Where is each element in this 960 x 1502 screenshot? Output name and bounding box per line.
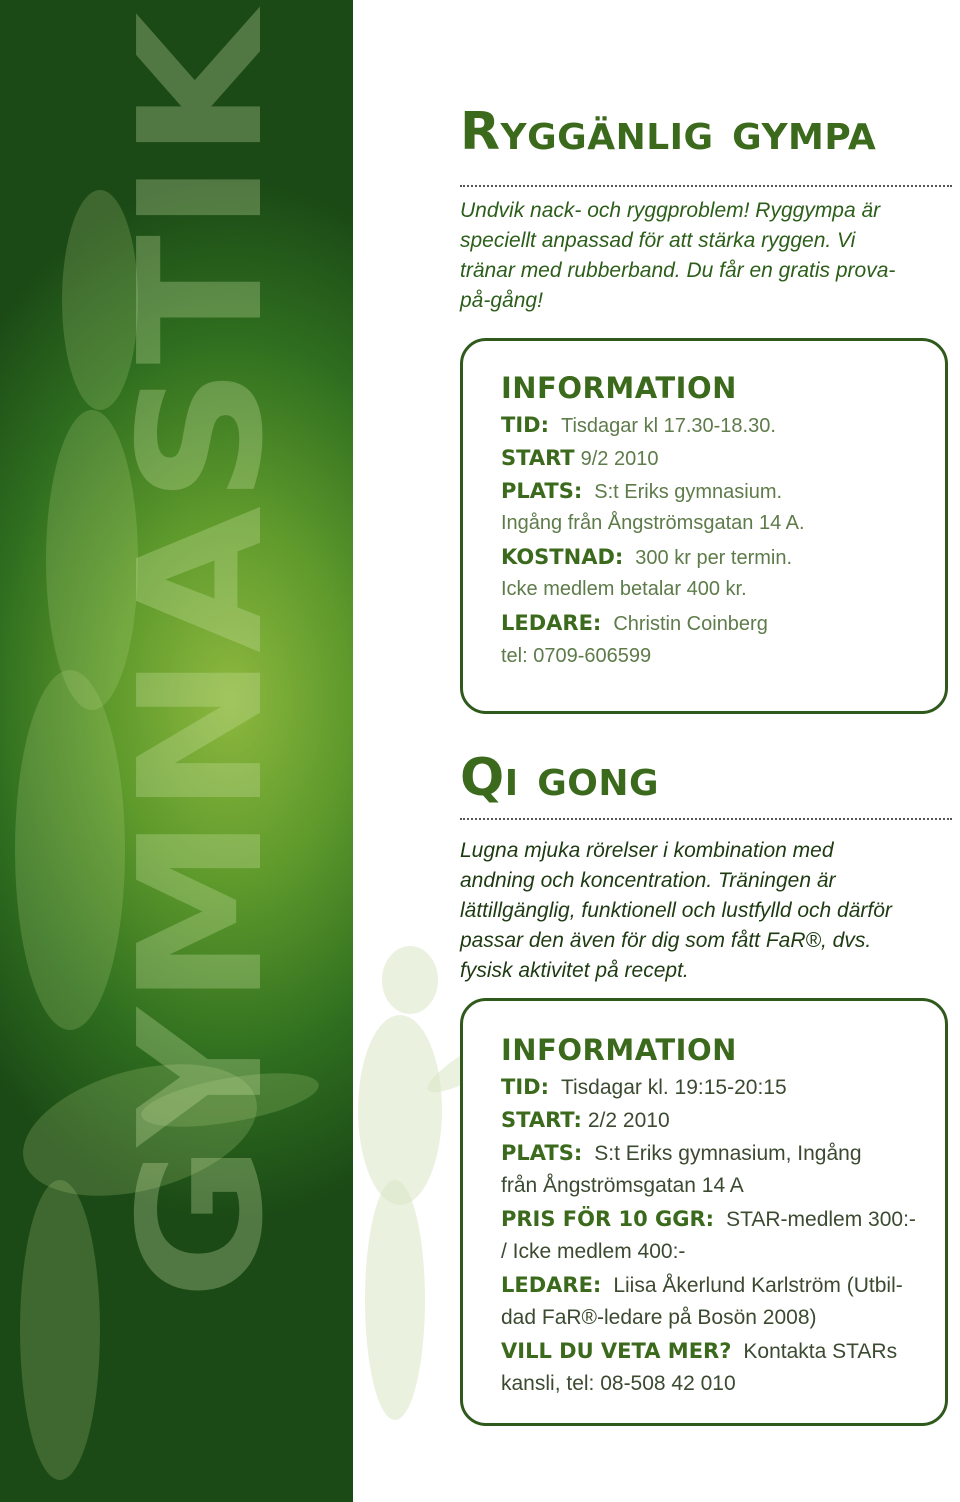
section-description [460,196,950,316]
info-title: INFORMATION [501,371,737,405]
description-line: speciellt anpassad för att stärka ryggen. Vi [460,229,856,252]
info-start [501,1108,670,1133]
info-mer [501,1339,897,1364]
dotted-divider [460,185,952,187]
info-pris-cont: / Icke medlem 400:- [501,1240,686,1263]
info-ledare [501,611,768,636]
info-box [460,338,948,714]
info-title: INFORMATION [501,1033,737,1067]
info-ledare [501,1273,903,1298]
value: S:t Eriks gymnasium, Ingång [594,1142,862,1165]
label: PRIS FÖR 10 GGR: [501,1207,715,1231]
info-ledare-cont: dad FaR®-ledare på Bosön 2008) [501,1306,817,1329]
info-plats [501,1141,862,1166]
section-description [460,836,950,986]
value: 300 kr per termin. [635,547,793,569]
label: TID: [501,1075,549,1099]
info-plats-cont: från Ångströmsgatan 14 A [501,1174,744,1197]
label: START: [501,1108,582,1132]
label: PLATS: [501,1141,583,1165]
value: 9/2 2010 [580,448,659,470]
info-kostnad [501,545,792,570]
value: Liisa Åkerlund Karlström (Utbil- [613,1274,903,1297]
dotted-divider [460,818,952,820]
value: Christin Coinberg [613,613,768,635]
info-tid [501,1075,787,1100]
description-line: lättillgänglig, funktionell och lustfylld och därför [460,899,892,922]
svg-text:GYMNASTIK: GYMNASTIK [103,146,301,1300]
value: 2/2 2010 [587,1109,670,1132]
description-line: på-gång! [460,289,543,312]
info-tel: tel: 0709-606599 [501,645,652,667]
value: STAR-medlem 300:- [726,1208,916,1231]
label: VILL DU VETA MER? [501,1339,732,1363]
section-title-qi-gong: Qi gong [460,748,660,808]
info-start [501,446,658,471]
label: TID: [501,413,549,437]
description-line: Lugna mjuka rörelser i kombination med [460,839,834,862]
section-title-ryggvanlig-gympa: Ryggänlig gympa [460,102,877,162]
description-line: fysisk aktivitet på recept. [460,959,689,982]
info-box [460,998,948,1426]
info-mer-cont: kansli, tel: 08-508 42 010 [501,1372,736,1395]
info-pris [501,1207,916,1232]
info-tid [501,413,776,438]
info-kostnad-cont: Icke medlem betalar 400 kr. [501,578,747,600]
description-line: andning och koncentration. Träningen är [460,869,836,892]
label: LEDARE: [501,1273,602,1297]
label: KOSTNAD: [501,545,624,569]
sidebar-panel [0,0,353,1502]
label: LEDARE: [501,611,602,635]
value: S:t Eriks gymnasium. [594,481,783,503]
info-plats-cont: Ingång från Ångströmsgatan 14 A. [501,512,805,534]
description-line: tränar med rubberband. Du får en gratis prova- [460,259,896,282]
info-plats [501,479,782,504]
description-line: Undvik nack- och ryggproblem! Ryggympa är [460,199,881,222]
value: Kontakta STARs [743,1340,898,1363]
value: Tisdagar kl 17.30-18.30. [560,415,776,437]
description-line: passar den även för dig som fått FaR®, dvs. [460,929,872,952]
label: START [501,446,575,470]
value: Tisdagar kl. 19:15-20:15 [560,1076,787,1099]
gymnastik-vertical-word [0,0,353,1502]
label: PLATS: [501,479,583,503]
